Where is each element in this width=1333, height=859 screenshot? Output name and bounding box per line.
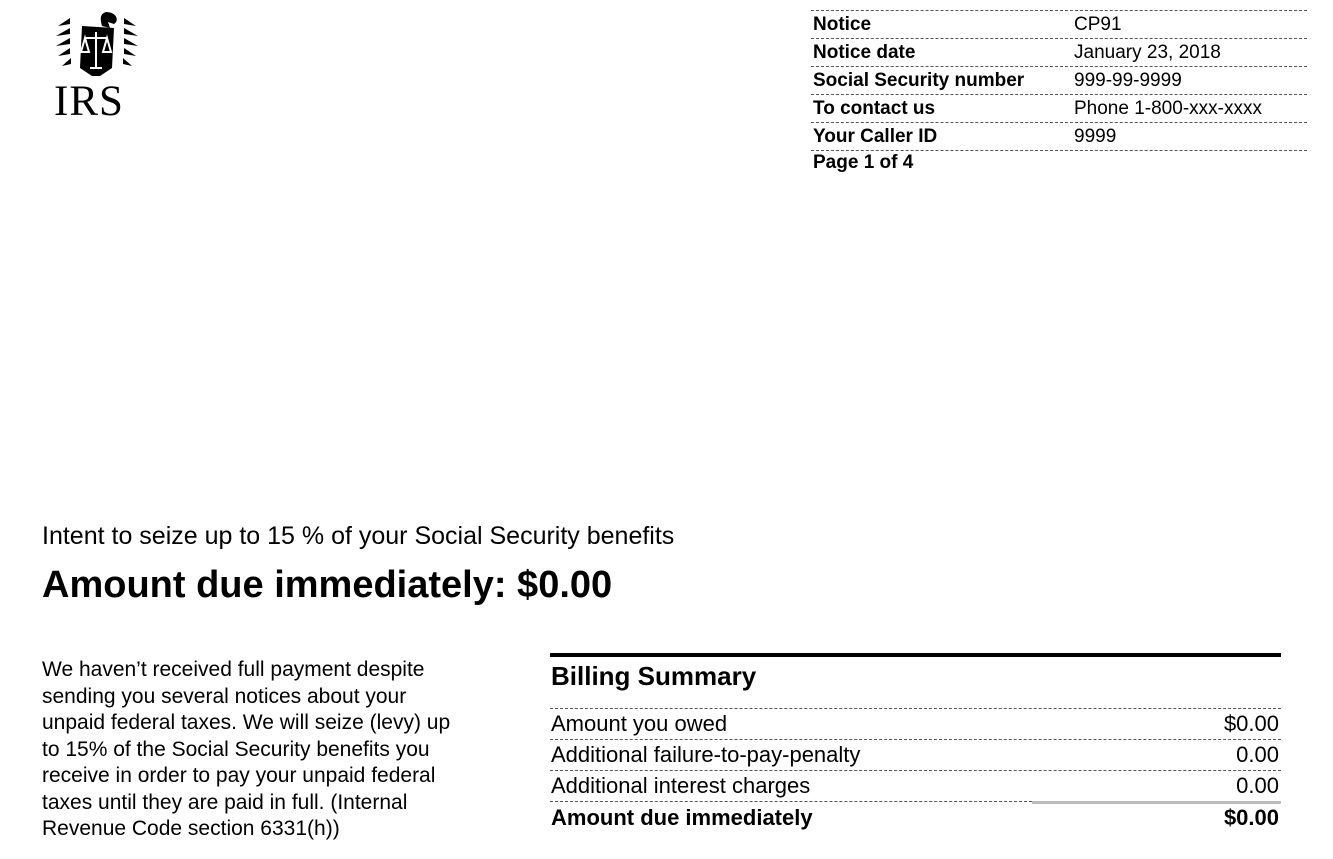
notice-date-value: January 23, 2018 [1074,42,1221,63]
billing-row-penalty [550,739,1281,770]
billing-row-value: 0.00 [1236,773,1279,798]
notice-date-row [811,38,1307,66]
billing-summary-title: Billing Summary [551,661,757,691]
notice-info-table [811,10,1307,151]
billing-row-value: $0.00 [1223,711,1279,736]
ssn-label: Social Security number [813,70,1025,91]
ssn-row [811,66,1307,94]
notice-row [811,10,1307,38]
contact-label: To contact us [813,98,936,119]
page-indicator: Page 1 of 4 [813,152,914,173]
billing-total-row [550,801,1281,833]
irs-logo [52,8,142,124]
billing-summary-top-rule [550,653,1281,657]
billing-row-label: Amount you owed [551,711,728,736]
amount-due-headline: Amount due immediately: $0.00 [42,564,613,606]
notice-date-label: Notice date [813,42,916,63]
billing-row-value: 0.00 [1236,742,1279,767]
billing-row-amount-owed [550,708,1281,739]
caller-id-row [811,122,1307,151]
billing-row-label: Additional failure-to-pay-penalty [551,742,861,767]
billing-row-interest [550,770,1281,801]
billing-total-value: $0.00 [1223,805,1279,830]
billing-summary [550,653,1281,833]
intro-paragraph: We haven’t received full payment despite sending you several notices about your unpaid federal taxes. We will seize (levy) up to 15% of the Social Security benefits you receive in order to pay your unpaid federal taxes until they are paid in full. (Internal Revenue Code section 6331(h)) [42,658,451,840]
notice-label: Notice [813,14,872,35]
billing-total-label: Amount due immediately [551,805,813,830]
ssn-value: 999-99-9999 [1074,70,1182,91]
caller-id-label: Your Caller ID [813,126,938,147]
notice-value: CP91 [1074,14,1122,35]
contact-phone-value: Phone 1-800-xxx-xxxx [1074,98,1262,119]
billing-row-label: Additional interest charges [551,773,811,798]
eagle-emblem-icon [52,8,142,80]
irs-logo-text: IRS [54,78,124,125]
contact-row [811,94,1307,122]
caller-id-value: 9999 [1074,126,1117,147]
notice-subtitle: Intent to seize up to 15 % of your Social Security benefits [42,522,675,550]
